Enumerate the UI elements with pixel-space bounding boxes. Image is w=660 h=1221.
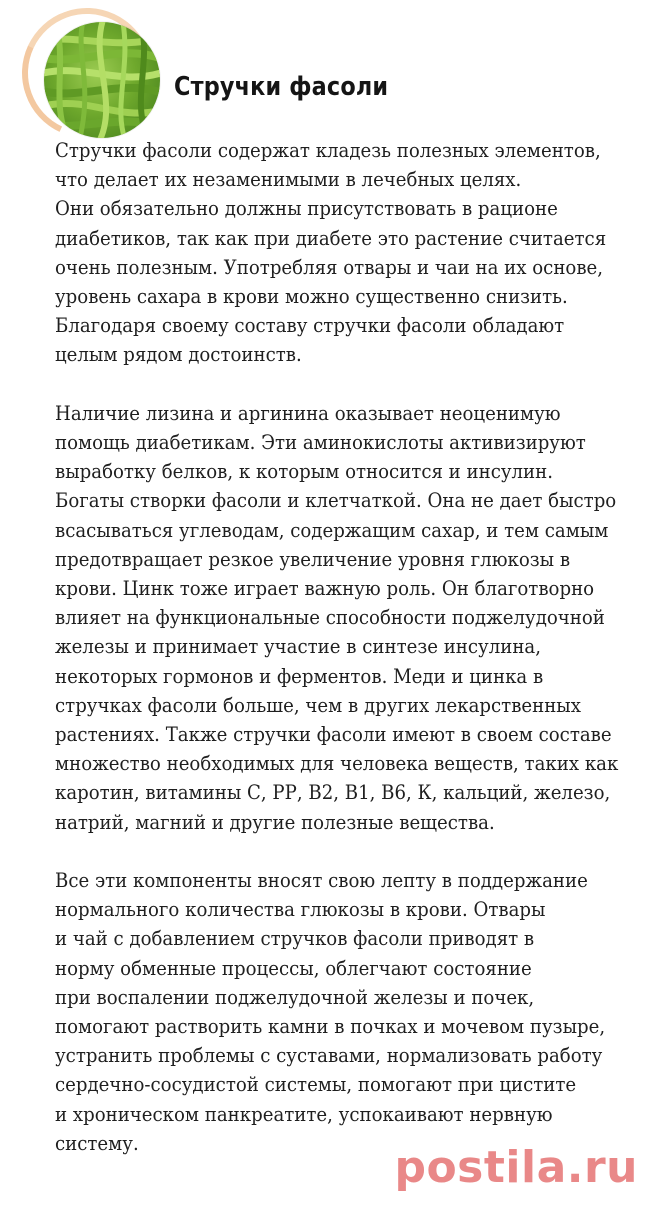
text-line: диабетиков, так как при диабете это растение считается: [55, 226, 607, 250]
paragraph-2: [55, 399, 645, 837]
text-line: и хроническом панкреатите, успокаивают нервную: [55, 1102, 553, 1126]
text-line: натрий, магний и другие полезные вещества.: [55, 810, 495, 834]
text-line: растениях. Также стручки фасоли имеют в своем составе: [55, 723, 612, 747]
text-line: некоторых гормонов и ферментов. Меди и цинка в: [55, 664, 544, 688]
text-line: помогают растворить камни в почках и мочевом пузыре,: [55, 1015, 606, 1039]
text-line: помощь диабетикам. Эти аминокислоты активизируют: [55, 431, 586, 455]
text-line: железы и принимает участие в синтезе инсулина,: [55, 635, 541, 659]
text-line: Богаты створки фасоли и клетчаткой. Она не дает быстро: [55, 489, 617, 513]
green-beans-icon: [44, 22, 160, 138]
text-line: систему.: [55, 1131, 139, 1155]
text-line: при воспалении поджелудочной железы и почек,: [55, 985, 535, 1009]
paragraph-1: [55, 136, 645, 370]
text-line: крови. Цинк тоже играет важную роль. Он благотворно: [55, 577, 595, 601]
text-line: что делает их незаменимыми в лечебных целях.: [55, 168, 522, 192]
text-line: влияет на функциональные способности поджелудочной: [55, 606, 605, 630]
text-line: множество необходимых для человека веществ, таких как: [55, 752, 619, 776]
text-line: и чай с добавлением стручков фасоли приводят в: [55, 927, 535, 951]
paragraph-3: [55, 866, 645, 1158]
article-body: [55, 136, 645, 1158]
text-line: устранить проблемы с суставами, нормализовать работу: [55, 1044, 603, 1068]
text-line: всасываться углеводам, содержащим сахар, и тем самым: [55, 518, 609, 542]
text-line: нормального количества глюкозы в крови. Отвары: [55, 898, 546, 922]
watermark-logo: postila.ru: [394, 1142, 638, 1193]
text-line: Благодаря своему составу стручки фасоли обладают: [55, 314, 565, 338]
text-line: каротин, витамины С, РР, В2, В1, В6, К, кальций, железо,: [55, 781, 611, 805]
text-line: предотвращает резкое увеличение уровня глюкозы в: [55, 547, 571, 571]
text-line: уровень сахара в крови можно существенно снизить.: [55, 285, 568, 309]
text-line: Стручки фасоли содержат кладезь полезных элементов,: [55, 139, 601, 162]
text-line: очень полезным. Употребляя отвары и чаи на их основе,: [55, 255, 604, 279]
text-line: Наличие лизина и аргинина оказывает неоценимую: [55, 401, 561, 425]
article-header: [0, 0, 660, 150]
text-line: Они обязательно должны присутствовать в рационе: [55, 197, 558, 221]
text-line: сердечно-сосудистой системы, помогают при цистите: [55, 1073, 577, 1097]
paragraph-spacer: [55, 837, 645, 866]
text-line: выработку белков, к которым относится и инсулин.: [55, 460, 554, 484]
text-line: стручках фасоли больше, чем в других лекарственных: [55, 693, 581, 717]
text-line: норму обменные процессы, облегчают состояние: [55, 956, 532, 980]
text-line: Все эти компоненты вносят свою лепту в поддержание: [55, 869, 588, 893]
article-title: Стручки фасоли: [174, 72, 389, 102]
green-beans-image: [44, 22, 160, 138]
paragraph-spacer: [55, 370, 645, 399]
text-line: целым рядом достоинств.: [55, 343, 302, 367]
